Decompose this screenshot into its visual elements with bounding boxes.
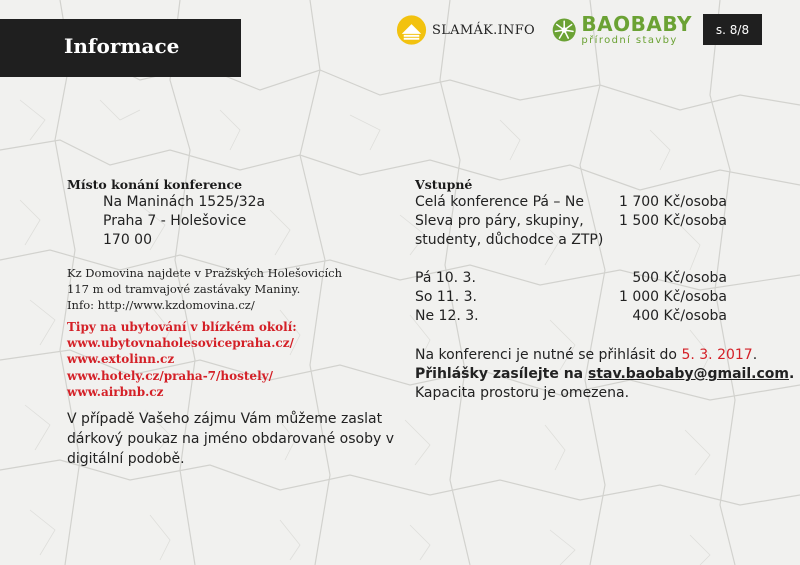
fee-label: Celá konference Pá – Ne [415,194,584,210]
registration-email-line [415,366,794,382]
day-fee-label: So 11. 3. [415,289,477,305]
baobaby-logo-name: BAOBABY [581,12,692,36]
venue-address-street: Na Maninách 1525/32a [103,194,266,210]
accommodation-link[interactable]: www.hotely.cz/praha-7/hostely/ [67,369,273,383]
baobaby-logo [552,12,692,48]
venue-heading: Místo konání konference [67,177,243,192]
registration-email-end: . [788,366,795,382]
fee-price: 1 700 Kč/osoba [618,194,727,210]
title-bar [0,19,241,77]
day-fee-label: Pá 10. 3. [415,270,476,286]
slamak-logo [395,14,535,46]
day-fee-price: 400 Kč/osoba [632,308,727,324]
registration-email-text: Přihlášky zasílejte na [415,366,588,382]
registration-email-link[interactable]: stav.baobaby@gmail.com [588,366,789,382]
accommodation-link[interactable]: www.extolinn.cz [67,352,175,366]
accommodation-link[interactable]: www.airbnb.cz [67,385,164,399]
venue-address-zip: 170 00 [103,232,152,248]
accommodation-heading: Tipy na ubytování v blízkém okolí: [67,320,297,334]
day-fee-label: Ne 12. 3. [415,308,479,324]
gift-voucher-text: dárkový poukaz na jméno obdarované osoby v [67,431,394,447]
gift-voucher-text: V případě Vašeho zájmu Vám můžeme zaslat [67,411,383,427]
registration-deadline [415,347,757,363]
fee-label: Sleva pro páry, skupiny, [415,213,584,229]
page-title: Informace [64,34,180,58]
venue-info-link[interactable]: Info: http://www.kzdomovina.cz/ [67,298,255,312]
fee-price: 1 500 Kč/osoba [618,213,727,229]
gift-voucher-text: digitální podobě. [67,451,185,467]
slamak-logo-text: SLAMÁK.INFO [432,22,535,38]
registration-deadline-date: 5. 3. 2017 [681,347,753,363]
day-fee-price: 1 000 Kč/osoba [618,289,727,305]
registration-deadline-text: Na konferenci je nutné se přihlásit do [415,347,682,363]
venue-note: 117 m od tramvajové zastávaky Maniny. [67,282,301,296]
day-fee-price: 500 Kč/osoba [632,270,727,286]
baobaby-sun-icon [552,12,576,48]
registration-deadline-end: . [752,347,758,363]
venue-address-city: Praha 7 - Holešovice [103,213,247,229]
baobaby-logo-subtitle: přírodní stavby [581,35,678,46]
slamak-sun-icon [395,14,428,46]
venue-note: Kz Domovina najdete v Pražských Holešovicích [67,266,343,280]
page-number-text: s. 8/8 [715,22,750,37]
accommodation-link[interactable]: www.ubytovnaholesovicepraha.cz/ [67,336,294,350]
fees-heading: Vstupné [415,177,473,192]
fee-label: studenty, důchodce a ZTP) [415,232,604,248]
capacity-note: Kapacita prostoru je omezena. [415,385,630,401]
page-number-badge [703,14,762,45]
